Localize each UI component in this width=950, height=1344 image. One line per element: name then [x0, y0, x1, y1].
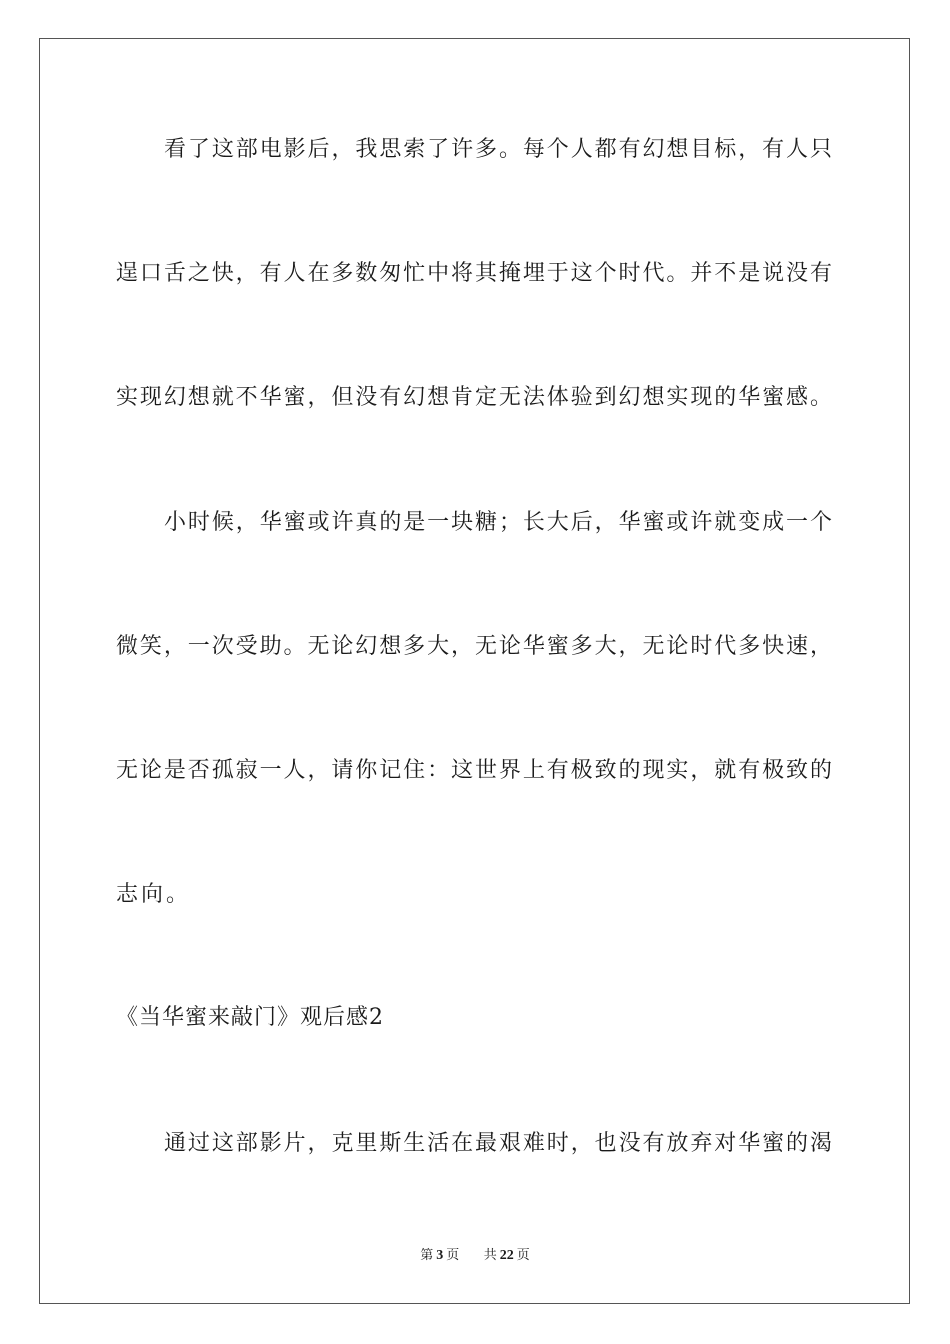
- page-border: [39, 38, 910, 1304]
- section-heading: 《当华蜜来敲门》观后感2: [116, 1005, 384, 1030]
- page-suffix: 页: [446, 1248, 460, 1263]
- page-footer: [0, 1247, 950, 1265]
- paragraph-2-line-3: 无论是否孤寂一人，请你记住：这世界上有极致的现实，就有极致的: [116, 758, 832, 783]
- paragraph-2-line-1: 小时候，华蜜或许真的是一块糖；长大后，华蜜或许就变成一个: [164, 510, 832, 535]
- page-indicator: [417, 1248, 462, 1263]
- page-prefix: 第: [420, 1248, 434, 1263]
- total-pages-indicator: [481, 1248, 533, 1263]
- total-prefix: 共: [483, 1248, 497, 1263]
- paragraph-2-line-4: 志向。: [116, 882, 192, 907]
- paragraph-3-line-1: 通过这部影片，克里斯生活在最艰难时，也没有放弃对华蜜的渴: [164, 1131, 832, 1156]
- total-pages-number: 22: [499, 1248, 514, 1263]
- paragraph-2-line-2: 微笑，一次受助。无论幻想多大，无论华蜜多大，无论时代多快速，: [116, 634, 832, 659]
- paragraph-1-line-3: 实现幻想就不华蜜，但没有幻想肯定无法体验到幻想实现的华蜜感。: [116, 385, 832, 410]
- page-number: 3: [436, 1248, 444, 1263]
- total-suffix: 页: [516, 1248, 530, 1263]
- paragraph-1-line-1: 看了这部电影后，我思索了许多。每个人都有幻想目标，有人只: [164, 137, 832, 162]
- paragraph-1-line-2: 逞口舌之快，有人在多数匆忙中将其掩埋于这个时代。并不是说没有: [116, 261, 832, 286]
